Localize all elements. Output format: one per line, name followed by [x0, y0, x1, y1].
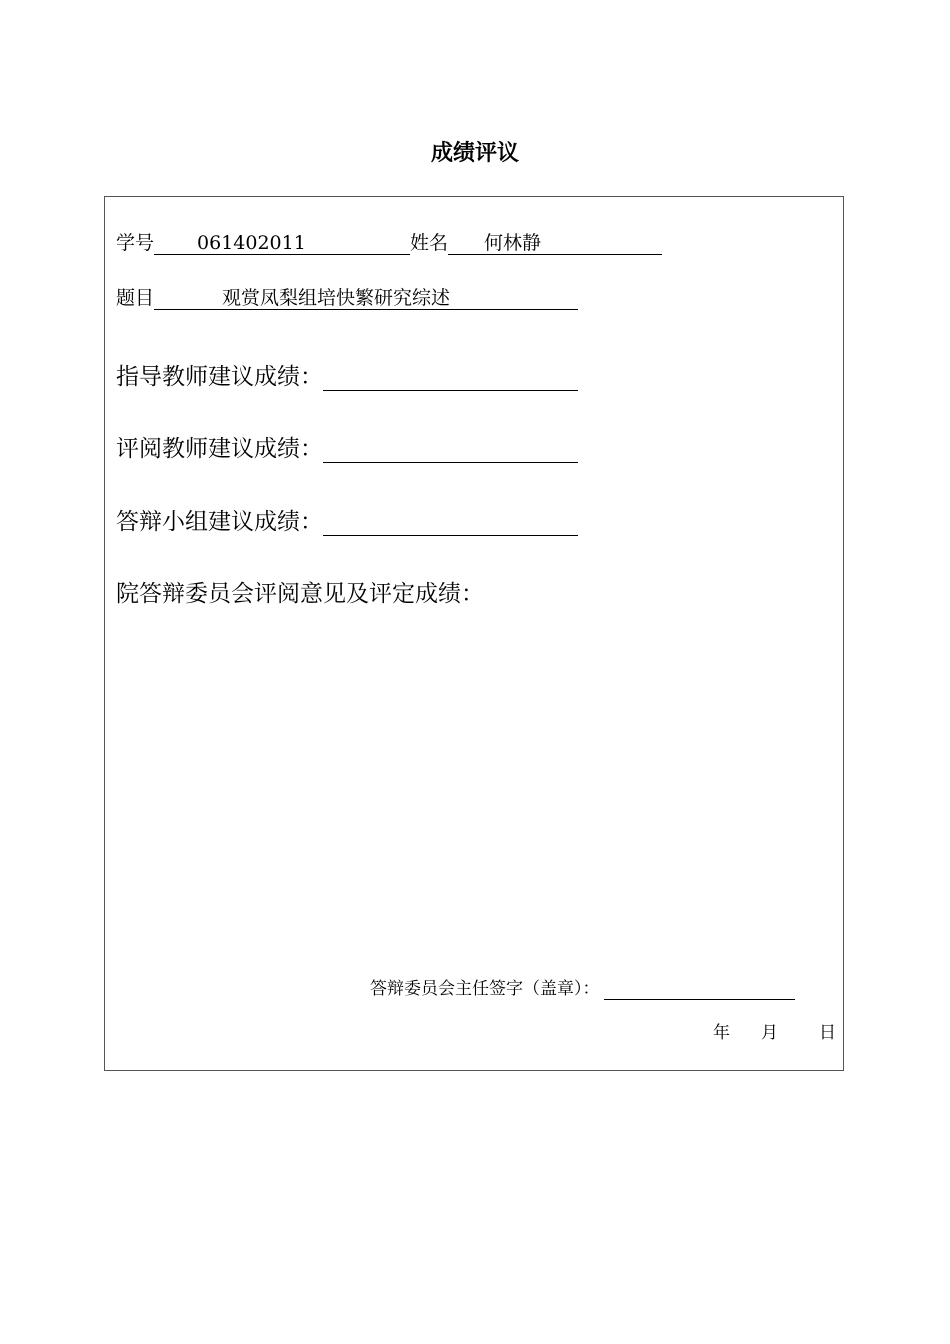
- topic-value: 观赏凤梨组培快繁研究综述: [154, 286, 578, 310]
- defense-group-grade-row: [116, 508, 578, 536]
- topic-row: [116, 286, 578, 310]
- evaluation-form: [104, 196, 844, 1071]
- advisor-grade-label: 指导教师建议成绩：: [116, 364, 323, 390]
- page-title: 成绩评议: [430, 141, 519, 166]
- advisor-grade-field[interactable]: [323, 363, 578, 391]
- date-month-label: 月: [761, 1023, 778, 1043]
- name-value: 何林静: [448, 231, 662, 255]
- reviewer-grade-field[interactable]: [323, 435, 578, 463]
- chair-signature-field[interactable]: [604, 978, 795, 1000]
- reviewer-grade-label: 评阅教师建议成绩：: [116, 436, 323, 462]
- reviewer-grade-row: [116, 435, 578, 463]
- defense-group-grade-label: 答辩小组建议成绩：: [116, 509, 323, 535]
- student-id-value: 061402011: [154, 231, 410, 255]
- committee-opinion-label: 院答辩委员会评阅意见及评定成绩：: [116, 581, 484, 607]
- student-info-row: [116, 231, 662, 255]
- chair-signature-row: [370, 978, 795, 1000]
- student-id-label: 学号: [116, 232, 155, 254]
- date-day-label: 日: [819, 1023, 836, 1043]
- defense-group-grade-field[interactable]: [323, 508, 578, 536]
- advisor-grade-row: [116, 363, 578, 391]
- name-label: 姓名: [410, 232, 449, 254]
- date-year-label: 年: [713, 1023, 730, 1043]
- topic-label: 题目: [116, 287, 155, 309]
- chair-signature-label: 答辩委员会主任签字（盖章）：: [370, 979, 600, 999]
